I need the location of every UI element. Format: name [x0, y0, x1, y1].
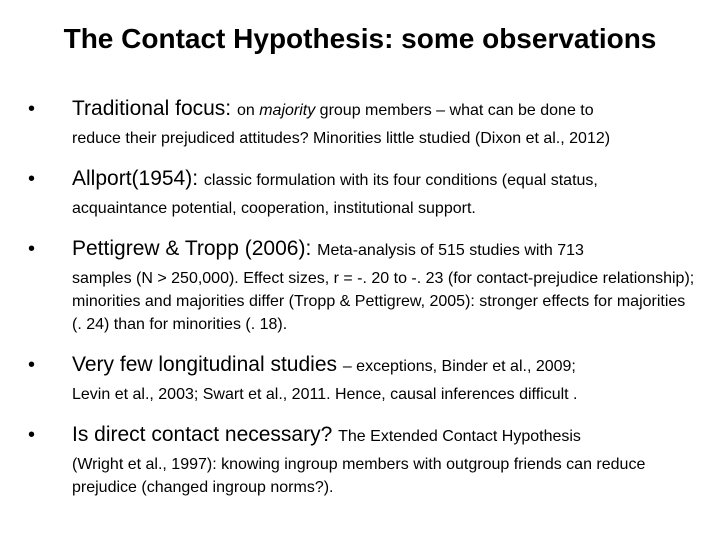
bullet-lead: Very few longitudinal studies: [72, 353, 343, 376]
bullet-lead: Pettigrew & Tropp (2006):: [72, 237, 318, 260]
bullet-continuation: samples (N > 250,000). Effect sizes, r = -. 20 to -. 23 (for contact-prejudice relationship); minorities and majorities differ (Tropp & Pettigrew, 2005): stronger effects for majorities (. 24) than for minorities (. 18).: [72, 270, 695, 333]
bullet-continuation: acquaintance potential, cooperation, institutional support.: [72, 200, 476, 217]
bullet-first-line: [72, 164, 698, 194]
bullet-item: [28, 94, 698, 150]
bullet-text: Meta-analysis of 515 studies with 713: [317, 242, 584, 259]
bullet-list: [28, 94, 698, 499]
bullet-item: [28, 350, 698, 406]
bullet-lead: Is direct contact necessary?: [72, 423, 339, 446]
bullet-text: on: [236, 102, 260, 119]
bullet-marker: •: [28, 424, 36, 446]
bullet-lead: Traditional focus:: [72, 97, 237, 120]
bullet-marker: •: [28, 238, 36, 260]
bullet-marker: •: [28, 354, 36, 376]
slide-title: The Contact Hypothesis: some observations: [63, 23, 657, 54]
bullet-continuation: (Wright et al., 1997): knowing ingroup members with outgroup friends can reduce prejudice (changed ingroup norms?).: [72, 456, 646, 496]
bullet-marker: •: [28, 98, 36, 120]
bullet-marker: •: [28, 168, 36, 190]
bullet-lead: Allport(1954):: [72, 167, 204, 190]
bullet-text: The Extended Contact Hypothesis: [338, 428, 581, 445]
bullet-text: classic formulation with its four conditions (equal status,: [203, 172, 598, 189]
bullet-first-line: [72, 234, 698, 264]
bullet-text: group members – what can be done to: [315, 102, 594, 119]
bullet-continuation: Levin et al., 2003; Swart et al., 2011. Hence, causal inferences difficult .: [72, 386, 578, 403]
bullet-item: [28, 164, 698, 220]
bullet-item: [28, 420, 698, 499]
bullet-first-line: [72, 94, 698, 124]
bullet-first-line: [72, 350, 698, 380]
bullet-emphasis: majority: [259, 102, 316, 119]
bullet-text: – exceptions, Binder et al., 2009;: [342, 358, 576, 375]
bullet-continuation: reduce their prejudiced attitudes? Minorities little studied (Dixon et al., 2012): [72, 130, 611, 147]
bullet-first-line: [72, 420, 698, 450]
bullet-item: [28, 234, 698, 336]
